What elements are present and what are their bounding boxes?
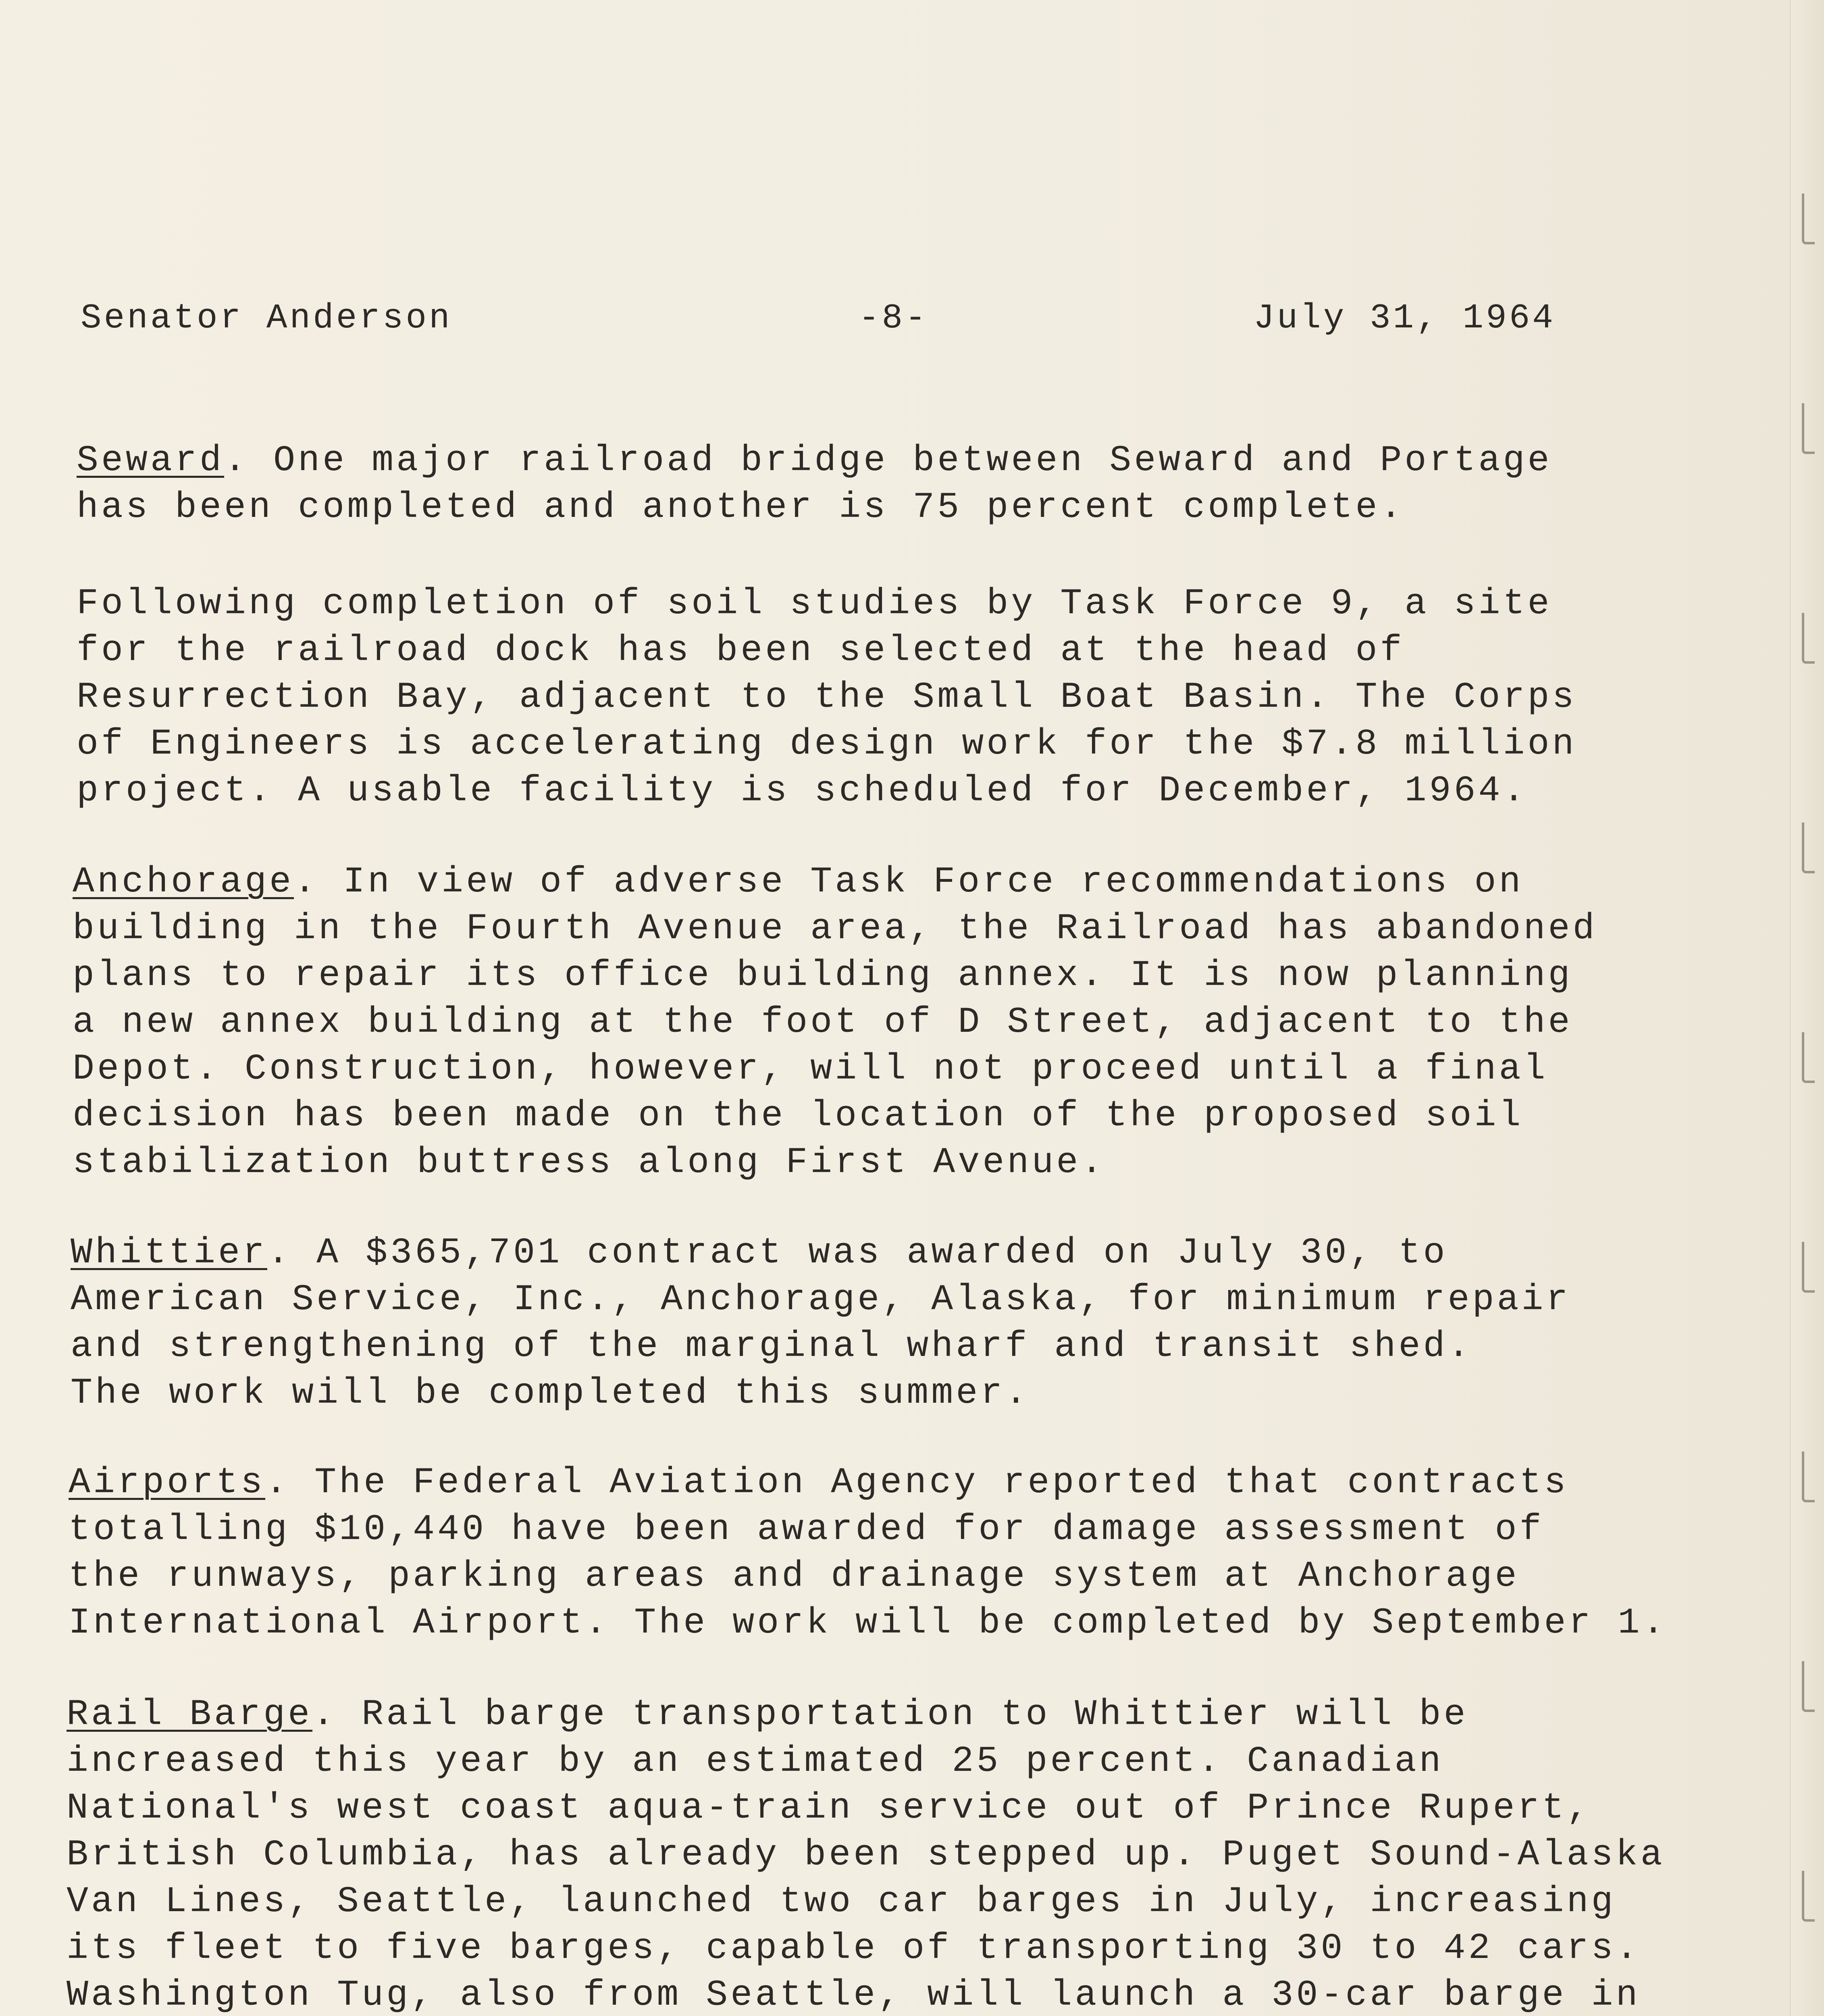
header-date: July 31, 1964 [1254,298,1556,338]
header-recipient: Senator Anderson [81,298,452,338]
binder-tab-mark [1802,1871,1815,1922]
section-line: . Rail barge transportation to Whittier will be [312,1694,1468,1735]
page-header [81,298,1572,343]
section-line: . The Federal Aviation Agency reported that contracts [265,1462,1569,1504]
section-dock [77,581,1577,814]
section-line: decision has been made on the location of the proposed soil [73,1095,1524,1137]
binder-edge [1790,0,1824,2016]
binder-tab-mark [1802,1242,1815,1293]
section-line: . In view of adverse Task Force recommendations on [294,862,1524,903]
section-line: for the railroad dock has been selected at the head of [77,630,1405,671]
section-heading: Whittier [71,1233,268,1274]
section-heading: Anchorage [73,862,294,903]
section-rail-barge [67,1691,1665,2016]
section-line: American Service, Inc., Anchorage, Alaska, for minimum repair [71,1279,1571,1320]
section-line: and strengthening of the marginal wharf and transit shed. [71,1326,1473,1367]
section-anchorage [73,859,1597,1186]
section-line: Van Lines, Seattle, launched two car barges in July, increasing [67,1881,1616,1922]
section-line: . A $365,701 contract was awarded on July 30, to [267,1233,1448,1274]
binder-tab-mark [1802,194,1815,244]
section-line: British Columbia, has already been stepped up. Puget Sound-Alaska [67,1835,1665,1876]
section-line: has been completed and another is 75 percent complete. [77,487,1405,528]
section-heading: Airports [69,1462,266,1504]
section-line: its fleet to five barges, capable of transporting 30 to 42 cars. [67,1928,1641,1969]
section-airports [69,1460,1667,1647]
section-line: The work will be completed this summer. [71,1373,1030,1414]
section-line: of Engineers is accelerating design work for the $7.8 million [77,724,1577,765]
section-line: Resurrection Bay, adjacent to the Small Boat Basin. The Corps [77,677,1577,718]
section-line: Following completion of soil studies by Task Force 9, a site [77,583,1552,625]
section-heading: Seward [77,440,225,481]
section-line: National's west coast aqua-train service out of Prince Rupert, [67,1788,1591,1829]
binder-tab-mark [1802,823,1815,873]
section-line: . One major railroad bridge between Seward and Portage [224,440,1552,481]
section-line: a new annex building at the foot of D Street, adjacent to the [73,1002,1573,1043]
section-line: building in the Fourth Avenue area, the Railroad has abandoned [73,908,1597,950]
section-line: project. A usable facility is scheduled for December, 1964. [77,771,1528,812]
section-line: increased this year by an estimated 25 percent. Canadian [67,1741,1444,1782]
binder-tab-mark [1802,1032,1815,1083]
section-line: Washington Tug, also from Seattle, will launch a 30-car barge in [67,1975,1641,2016]
header-page-number: -8- [859,298,928,338]
section-line: plans to repair its office building annex. It is now planning [73,955,1573,996]
section-heading: Rail Barge [67,1694,313,1735]
section-line: stabilization buttress along First Avenue. [73,1142,1106,1183]
section-line: International Airport. The work will be completed by September 1. [69,1603,1667,1644]
section-whittier [71,1230,1571,1417]
binder-tab-mark [1802,1452,1815,1502]
binder-tab-mark [1802,1661,1815,1712]
section-line: totalling $10,440 have been awarded for damage assessment of [69,1509,1544,1550]
binder-tab-mark [1802,613,1815,664]
section-line: Depot. Construction, however, will not proceed until a final [73,1049,1548,1090]
binder-tab-mark [1802,403,1815,454]
section-line: the runways, parking areas and drainage system at Anchorage [69,1556,1520,1597]
section-seward [77,437,1552,531]
